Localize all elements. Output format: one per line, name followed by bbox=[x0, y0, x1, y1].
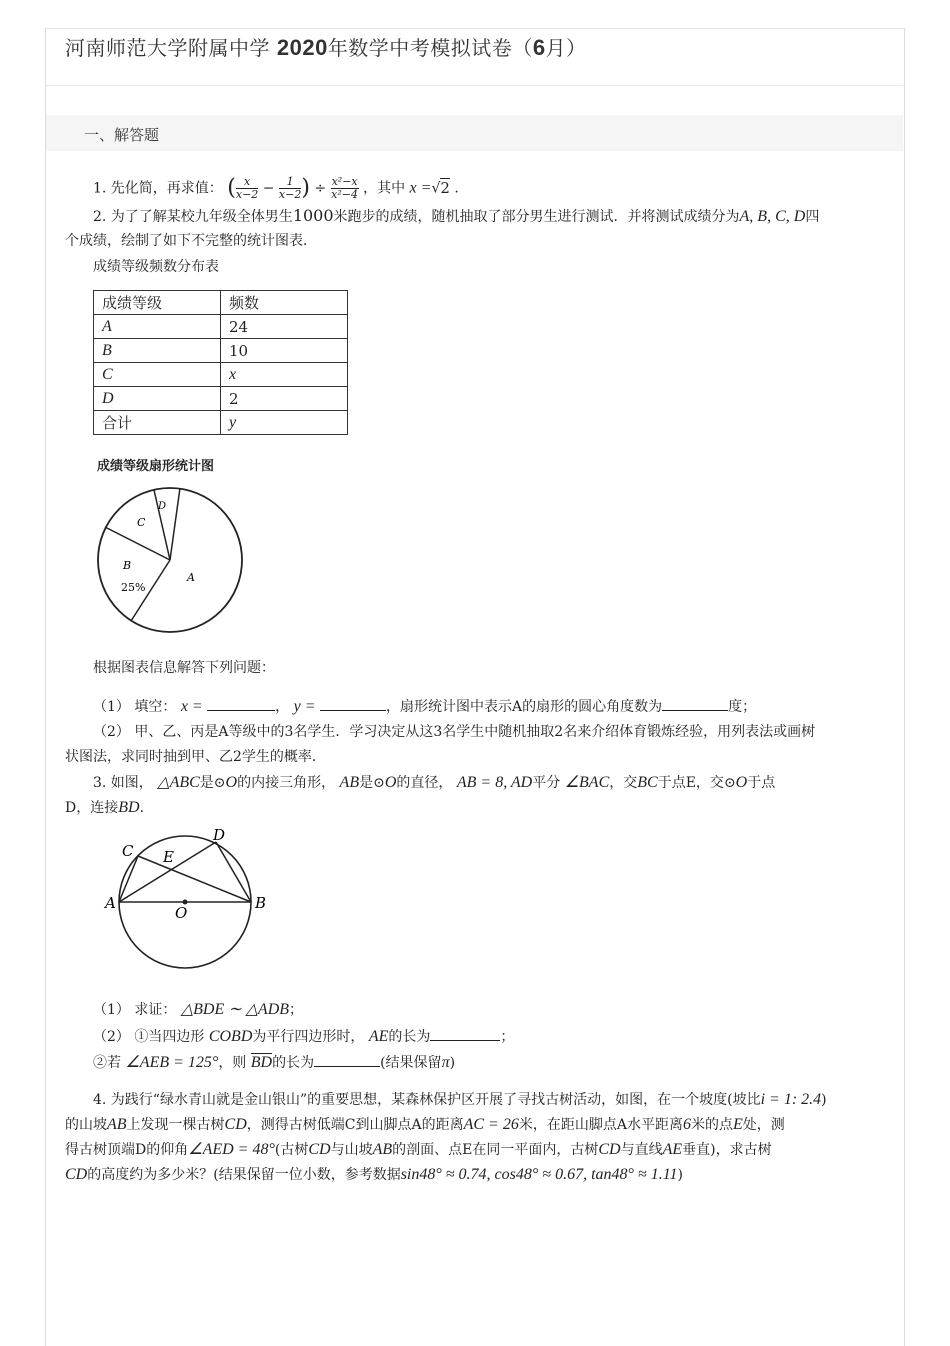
title-year: 2020 bbox=[276, 35, 328, 60]
pie-title: 成绩等级扇形统计图 bbox=[97, 459, 215, 474]
pie-divider bbox=[170, 488, 180, 560]
fig-label-e: E bbox=[163, 848, 174, 866]
q2-prompt: 根据图表信息解答下列问题： bbox=[93, 660, 275, 676]
question-1: 1. 先化简，再求值： ( $\frac{x}{x-2}$ − $\frac{1}{x-2}$ ) ÷ $\frac{\text{x²−x}}{\text{x²−4}}$ ，其中 x =√2 . bbox=[93, 175, 459, 201]
pie-chart bbox=[95, 480, 250, 640]
question-2-line-1: 2. 为了了解某校九年级全体男生1000米跑步的成绩，随机抽取了部分男生进行测试．并将测试成绩分为A, B, C, D四 bbox=[93, 206, 820, 225]
fig-label-a: A bbox=[105, 894, 116, 912]
q3-part-2b: ②若 ∠AEB = 125°，则 BD的长为 (结果保留π) bbox=[93, 1054, 456, 1071]
table-cell: A bbox=[94, 315, 221, 339]
question-4-line-2: 的山坡AB上发现一棵古树CD，测得古树低端C到山脚点A的距离AC = 26米，在距山脚点A水平距离6米的点E处，测 bbox=[65, 1116, 785, 1133]
question-2-line-2: 个成绩，绘制了如下不完整的统计图表． bbox=[65, 233, 317, 249]
pie-label-a: A bbox=[187, 571, 195, 584]
table-row bbox=[94, 339, 348, 363]
table-cell: y bbox=[221, 411, 348, 435]
table-row bbox=[94, 387, 348, 411]
section-title: 一、解答题 bbox=[84, 126, 160, 144]
table-title: 成绩等级频数分布表 bbox=[93, 259, 219, 275]
pie-divider bbox=[105, 527, 170, 560]
frequency-table bbox=[93, 290, 348, 435]
table-cell: C bbox=[94, 363, 221, 387]
pie-label-d: D bbox=[158, 501, 167, 512]
table-row bbox=[94, 315, 348, 339]
answer-blank[interactable] bbox=[320, 696, 386, 711]
table-row bbox=[94, 363, 348, 387]
table-cell: 24 bbox=[221, 315, 348, 339]
answer-blank[interactable] bbox=[207, 696, 275, 711]
table-cell: 合计 bbox=[94, 411, 221, 435]
fig-label-c: C bbox=[122, 842, 134, 860]
question-3-line-2: D，连接BD. bbox=[65, 799, 145, 816]
pie-label-c: C bbox=[137, 516, 146, 529]
question-4-line-1: 4. 为践行“绿水青山就是金山银山”的重要思想，某森林保护区开展了寻找古树活动，如图，在一个坡度(坡比i = 1: 2.4) bbox=[93, 1091, 827, 1108]
table-cell: B bbox=[94, 339, 221, 363]
fig-label-d: D bbox=[213, 826, 226, 844]
table-header-cell: 频数 bbox=[221, 291, 348, 315]
header-divider bbox=[46, 85, 903, 86]
table-cell: 2 bbox=[221, 387, 348, 411]
q2-part-2-line-2: 状图法，求同时抽到甲、乙2学生的概率． bbox=[65, 749, 326, 765]
question-4-line-3: 得古树顶端D的仰角∠AED = 48°(古树CD与山坡AB的剖面、点E在同一平面内，古树CD与直线AE垂直)，求古树 bbox=[65, 1141, 772, 1158]
q2-part-1: （1） 填空： x = ， y = ，扇形统计图中表示A的扇形的圆心角度数为 度； bbox=[93, 698, 757, 715]
table-cell: D bbox=[94, 387, 221, 411]
pie-label-b: B bbox=[123, 559, 132, 572]
fig-label-o: O bbox=[175, 904, 188, 922]
question-4-line-4: CD的高度约为多少米？(结果保留一位小数，参考数据sin48° ≈ 0.74, cos48° ≈ 0.67, tan48° ≈ 1.11) bbox=[65, 1166, 683, 1183]
question-3-line-1: 3. 如图， △ABC是⊙O的内接三角形， AB是⊙O的直径， AB = 8, AD平分 ∠BAC，交BC于点E，交⊙O于点 bbox=[93, 774, 776, 791]
section-header bbox=[46, 115, 903, 151]
answer-blank[interactable] bbox=[662, 696, 728, 711]
fig-label-b: B bbox=[255, 894, 267, 912]
pie-label-b-percent: 25% bbox=[121, 581, 146, 594]
table-cell: 10 bbox=[221, 339, 348, 363]
table-cell: x bbox=[221, 363, 348, 387]
table-header-cell: 成绩等级 bbox=[94, 291, 221, 315]
q3-part-1: （1） 求证： △BDE ∼ △ADB； bbox=[93, 1001, 304, 1018]
table-row bbox=[94, 411, 348, 435]
answer-blank[interactable] bbox=[430, 1026, 500, 1041]
title-month: 6 bbox=[532, 35, 546, 60]
q2-part-2-line-1: （2） 甲、乙、丙是A等级中的3名学生．学习决定从这3名学生中随机抽取2名来介绍体育锻炼经验，用列表法或画树 bbox=[93, 724, 816, 740]
answer-blank[interactable] bbox=[314, 1052, 380, 1067]
page-title: 河南师范大学附属中学 2020年数学中考模拟试卷（6月） bbox=[65, 35, 587, 60]
table-header-row bbox=[94, 291, 348, 315]
circle-figure bbox=[100, 822, 275, 977]
q3-part-2: （2） ①当四边形 COBD为平行四边形时， AE的长为 ； bbox=[93, 1028, 515, 1045]
